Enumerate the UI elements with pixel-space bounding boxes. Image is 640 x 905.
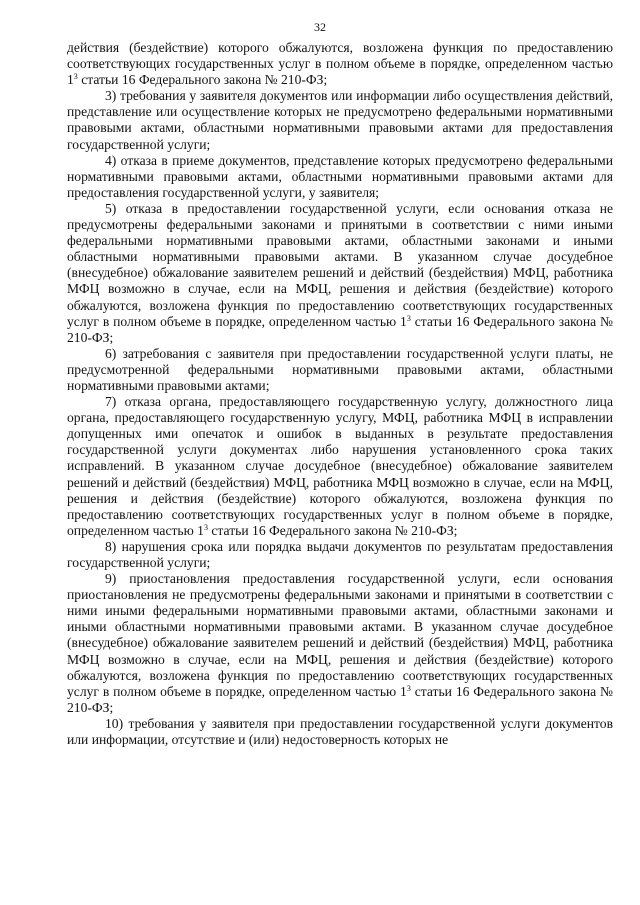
paragraph-text: 4) отказа в приеме документов, представление которых предусмотрено федеральными нормативными правовыми актами, областными нормативными правовыми актами для предоставления государственной услуги, у заявителя;	[67, 152, 613, 200]
page-number: 32	[314, 20, 326, 34]
paragraph-text: 3) требования у заявителя документов или информации либо осуществления действий, представление или осуществление которых не предусмотрено федеральными нормативными правовыми актами, областными нормативными правовыми актами для предоставления государственной услуги;	[67, 88, 613, 152]
superscript: 3	[406, 313, 411, 323]
paragraph-text: 9) приостановления предоставления государственной услуги, если основания приостановления не предусмотрены федеральными законами и принятыми в соответствии с ними иными федеральными нормативными правовыми актами, областными законами и иными областными нормативными правовыми актами. В указанном случае досудебное (внесудебное) обжалование заявителем решений и действий (бездействия) МФЦ, работника МФЦ возможно в случае, если на МФЦ, решения и действия (бездействие) которого обжалуются, возложена функция по предоставлению соответствующих государственных услуг в полном объеме в порядке, определенном частью 1	[67, 571, 613, 699]
paragraph-text: 5) отказа в предоставлении государственной услуги, если основания отказа не предусмотрены федеральными законами и принятыми в соответствии с ними иными федеральными нормативными правовыми актами, областными законами и иными областными нормативными правовыми актами. В указанном случае досудебное (внесудебное) обжалование заявителем решений и действий (бездействия) МФЦ, работника МФЦ возможно в случае, если на МФЦ, решения и действия (бездействие) которого обжалуются, возложена функция по предоставлению соответствующих государственных услуг в полном объеме в порядке, определенном частью 1	[67, 200, 613, 329]
paragraph	[67, 346, 613, 394]
paragraph	[67, 201, 613, 346]
paragraph-text: статьи 16 Федерального закона № 210-ФЗ;	[77, 72, 328, 88]
paragraph	[67, 539, 613, 571]
paragraph	[67, 153, 613, 201]
paragraph-text: 7) отказа органа, предоставляющего государственную услугу, должностного лица органа, предоставляющего государственную услугу, МФЦ, работника МФЦ в исправлении допущенных ими опечаток и ошибок в выданных в результате предоставления государственной услуги документах либо нарушения установленного срока таких исправлений. В указанном случае досудебное (внесудебное) обжалование заявителем решений и действий (бездействия) МФЦ, работника МФЦ возможно в случае, если на МФЦ, решения и действия (бездействие) которого обжалуются, возложена функция по предоставлению соответствующих государственных услуг в полном объеме в порядке, определенном частью 1	[67, 394, 613, 538]
paragraph-text: 10) требования у заявителя при предоставлении государственной услуги документов или информации, отсутствие и (или) недостоверность которых не	[67, 715, 613, 748]
document-body	[67, 40, 613, 748]
superscript: 3	[73, 72, 78, 82]
paragraph-text: 6) затребования с заявителя при предоставлении государственной услуги платы, не предусмотренной федеральными нормативными правовыми актами, областными нормативными правовыми актами;	[67, 345, 613, 393]
paragraph	[67, 40, 613, 88]
paragraph-text: статьи 16 Федерального закона № 210-ФЗ;	[67, 313, 613, 345]
paragraph	[67, 88, 613, 152]
paragraph-text: статьи 16 Федерального закона № 210-ФЗ;	[207, 522, 458, 538]
paragraph-text: действия (бездействие) которого обжалуются, возложена функция по предоставлению соответствующих государственных услуг в полном объеме в порядке, определенном частью 1	[67, 40, 613, 88]
paragraph	[67, 716, 613, 748]
paragraph	[67, 394, 613, 539]
paragraph	[67, 571, 613, 716]
superscript: 3	[406, 683, 411, 693]
paragraph-text: статьи 16 Федерального закона № 210-ФЗ;	[67, 683, 613, 715]
superscript: 3	[203, 522, 208, 532]
paragraph-text: 8) нарушения срока или порядка выдачи документов по результатам предоставления государственной услуги;	[67, 538, 613, 570]
